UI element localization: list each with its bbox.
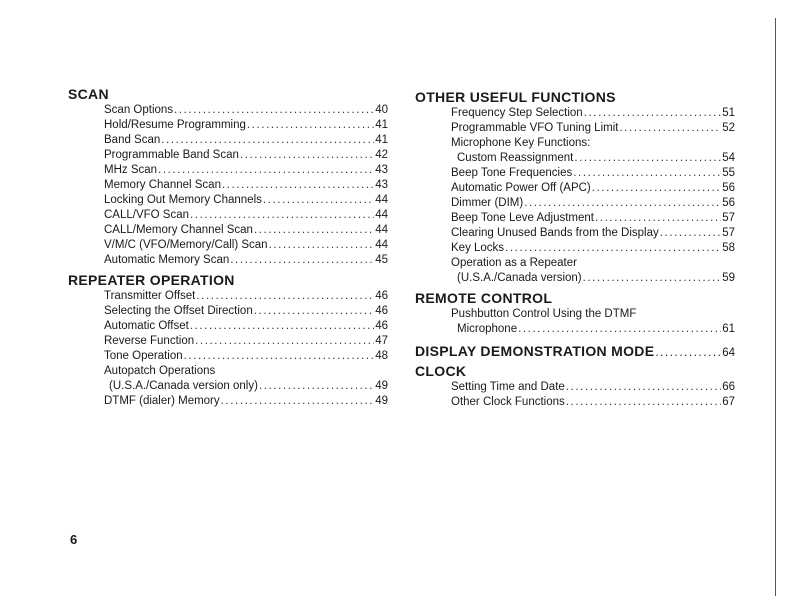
page-ref: 44 — [375, 209, 388, 221]
dot-leader — [259, 379, 374, 393]
entry-title: MHz Scan — [104, 164, 158, 176]
entry-title: Scan Options — [104, 104, 174, 116]
page-ref: 59 — [722, 272, 735, 284]
section-heading-repeater: REPEATER OPERATION — [68, 272, 235, 288]
toc-entry[interactable] — [104, 289, 388, 303]
entry-title: Transmitter Offset — [104, 290, 196, 302]
dot-leader — [222, 178, 374, 192]
entry-title: Hold/Resume Programming — [104, 119, 246, 131]
entry-title: (U.S.A./Canada version) — [457, 272, 582, 284]
page-ref: 57 — [722, 227, 735, 239]
toc-entry[interactable] — [109, 379, 388, 393]
dot-leader — [584, 106, 722, 120]
entry-group-label: Autopatch Operations — [104, 365, 216, 377]
toc-entry[interactable] — [451, 211, 735, 225]
dot-leader — [660, 226, 721, 240]
dot-leader — [184, 349, 375, 363]
entry-group-label: Operation as a Repeater — [451, 257, 577, 269]
entry-title: Automatic Memory Scan — [104, 254, 230, 266]
entry-title: Selecting the Offset Direction — [104, 305, 253, 317]
dot-leader — [566, 380, 721, 394]
page-ref: 46 — [375, 305, 388, 317]
dot-leader — [221, 394, 375, 408]
toc-entry[interactable] — [104, 349, 388, 363]
dot-leader — [195, 334, 374, 348]
entry-title: Programmable VFO Tuning Limit — [451, 122, 619, 134]
section-heading-display: DISPLAY DEMONSTRATION MODE — [415, 343, 655, 359]
toc-entry[interactable] — [451, 380, 735, 394]
toc-entry[interactable] — [457, 151, 735, 165]
dot-leader — [574, 151, 721, 165]
entry-title: Microphone — [457, 323, 518, 335]
page-edge-divider — [775, 18, 776, 596]
page-ref: 61 — [722, 323, 735, 335]
toc-entry[interactable] — [104, 118, 388, 132]
page-ref: 42 — [375, 149, 388, 161]
dot-leader — [254, 304, 374, 318]
toc-entry[interactable] — [104, 103, 388, 117]
page-ref: 51 — [722, 107, 735, 119]
toc-entry[interactable] — [451, 196, 735, 210]
page-ref: 40 — [375, 104, 388, 116]
page-ref: 46 — [375, 290, 388, 302]
page-ref: 43 — [375, 179, 388, 191]
dot-leader — [254, 223, 374, 237]
dot-leader — [190, 319, 374, 333]
entry-title: Frequency Step Selection — [451, 107, 583, 119]
entry-group-label: Pushbutton Control Using the DTMF — [451, 308, 637, 320]
dot-leader — [158, 163, 374, 177]
entry-title: (U.S.A./Canada version only) — [109, 380, 258, 392]
page-number: 6 — [70, 532, 78, 547]
toc-entry[interactable] — [104, 238, 388, 252]
page-ref: 41 — [375, 134, 388, 146]
dot-leader — [247, 118, 374, 132]
page-ref: 49 — [375, 380, 388, 392]
entry-title: CALL/VFO Scan — [104, 209, 190, 221]
page-ref: 55 — [722, 167, 735, 179]
dot-leader — [518, 322, 721, 336]
dot-leader — [240, 148, 374, 162]
toc-entry[interactable] — [104, 394, 388, 408]
entry-title: V/M/C (VFO/Memory/Call) Scan — [104, 239, 268, 251]
dot-leader — [269, 238, 375, 252]
page-ref: 44 — [375, 224, 388, 236]
toc-entry-display-demo[interactable] — [415, 343, 735, 359]
entry-title: DTMF (dialer) Memory — [104, 395, 220, 407]
page-ref: 43 — [375, 164, 388, 176]
toc-entry[interactable] — [104, 304, 388, 318]
page-ref: 66 — [722, 381, 735, 393]
dot-leader — [573, 166, 721, 180]
dot-leader — [161, 133, 374, 147]
page-ref: 45 — [375, 254, 388, 266]
entry-title: Locking Out Memory Channels — [104, 194, 262, 206]
page-ref: 58 — [722, 242, 735, 254]
section-heading-clock: CLOCK — [415, 363, 467, 379]
toc-entry[interactable] — [451, 166, 735, 180]
entry-title: Custom Reassignment — [457, 152, 574, 164]
entry-title: Memory Channel Scan — [104, 179, 221, 191]
entry-title: Clearing Unused Bands from the Display — [451, 227, 659, 239]
page-ref: 49 — [375, 395, 388, 407]
page-ref: 44 — [375, 194, 388, 206]
page-ref: 56 — [722, 182, 735, 194]
dot-leader — [174, 103, 374, 117]
page-ref: 67 — [722, 396, 735, 408]
toc-entry[interactable] — [451, 226, 735, 240]
entry-title: Beep Tone Leve Adjustment — [451, 212, 595, 224]
page-ref: 52 — [722, 122, 735, 134]
page-ref: 48 — [375, 350, 388, 362]
entry-title: Automatic Offset — [104, 320, 189, 332]
section-heading-scan: SCAN — [68, 86, 109, 102]
dot-leader — [592, 181, 721, 195]
dot-leader — [566, 395, 721, 409]
page-ref: 44 — [375, 239, 388, 251]
toc-entry[interactable] — [104, 163, 388, 177]
dot-leader — [263, 193, 374, 207]
dot-leader — [583, 271, 722, 285]
toc-entry[interactable] — [451, 181, 735, 195]
toc-entry[interactable] — [104, 178, 388, 192]
entry-title: Programmable Band Scan — [104, 149, 239, 161]
entry-title: CALL/Memory Channel Scan — [104, 224, 253, 236]
page-ref: 47 — [375, 335, 388, 347]
page-ref: 54 — [722, 152, 735, 164]
toc-entry[interactable] — [104, 193, 388, 207]
entry-title: Reverse Function — [104, 335, 195, 347]
toc-entry[interactable] — [104, 223, 388, 237]
entry-title: Tone Operation — [104, 350, 183, 362]
toc-entry[interactable] — [451, 106, 735, 120]
page-ref: 41 — [375, 119, 388, 131]
toc-entry[interactable] — [457, 322, 735, 336]
page-ref: 56 — [722, 197, 735, 209]
toc-entry[interactable] — [104, 208, 388, 222]
entry-title: Beep Tone Frequencies — [451, 167, 573, 179]
entry-title: Setting Time and Date — [451, 381, 565, 393]
toc-entry[interactable] — [104, 253, 388, 267]
toc-entry[interactable] — [104, 133, 388, 147]
dot-leader — [619, 121, 721, 135]
entry-title: Other Clock Functions — [451, 396, 565, 408]
toc-entry[interactable] — [104, 148, 388, 162]
toc-entry[interactable] — [104, 319, 388, 333]
dot-leader — [190, 208, 374, 222]
page-ref: 57 — [722, 212, 735, 224]
toc-entry[interactable] — [457, 271, 735, 285]
dot-leader — [655, 347, 721, 359]
toc-entry[interactable] — [104, 334, 388, 348]
section-heading-other: OTHER USEFUL FUNCTIONS — [415, 89, 616, 105]
entry-title: Band Scan — [104, 134, 161, 146]
dot-leader — [505, 241, 721, 255]
toc-entry[interactable] — [451, 241, 735, 255]
toc-entry[interactable] — [451, 121, 735, 135]
entry-title: Automatic Power Off (APC) — [451, 182, 591, 194]
entry-group-label: Microphone Key Functions: — [451, 137, 591, 149]
dot-leader — [196, 289, 374, 303]
entry-title: Dimmer (DIM) — [451, 197, 524, 209]
toc-entry[interactable] — [451, 395, 735, 409]
section-heading-remote: REMOTE CONTROL — [415, 290, 553, 306]
entry-title: Key Locks — [451, 242, 505, 254]
dot-leader — [595, 211, 721, 225]
dot-leader — [230, 253, 374, 267]
dot-leader — [524, 196, 721, 210]
page-ref: 46 — [375, 320, 388, 332]
page-ref: 64 — [722, 347, 735, 359]
